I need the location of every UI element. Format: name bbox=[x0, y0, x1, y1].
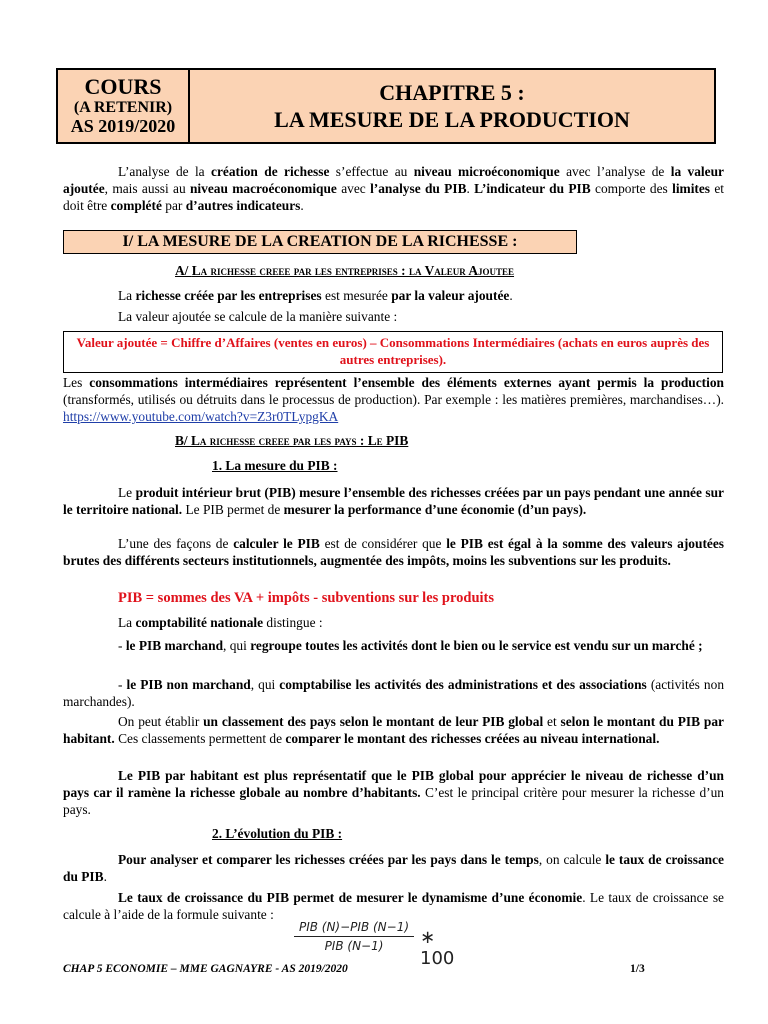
text-run: l’analyse du PIB bbox=[370, 181, 467, 196]
text-run: le PIB non marchand bbox=[126, 677, 251, 692]
page-footer: CHAP 5 ECONOMIE – MME GAGNAYRE - AS 2019/2020 bbox=[63, 963, 348, 975]
text-run: calculer le PIB bbox=[233, 536, 320, 551]
subsection-a-prefix: A/ bbox=[175, 263, 192, 278]
text-run: . Le taux de croissance se calcule à l’aide de la formule suivante : bbox=[63, 890, 724, 922]
paragraph-b2 bbox=[63, 535, 724, 569]
text-run: mesurer la performance d’une économie (d’un pays). bbox=[283, 502, 587, 517]
text-run: est de considérer que bbox=[319, 536, 447, 551]
paragraph-a2: La valeur ajoutée se calcule de la manière suivante : bbox=[118, 309, 398, 324]
text-run: Les bbox=[63, 375, 90, 390]
paragraph-b3 bbox=[118, 614, 724, 631]
paragraph-a1 bbox=[118, 287, 724, 304]
text-run: Pour analyser et comparer les richesses créées par les pays dans le temps bbox=[118, 852, 539, 867]
text-run: , mais aussi au bbox=[104, 181, 190, 196]
text-run: , on calcule bbox=[538, 852, 606, 867]
text-run: (transformés, utilisés ou détruits dans le processus de production). Par exemple : les matières premières, marchandises…). bbox=[63, 392, 724, 407]
text-run: création de richesse bbox=[211, 164, 330, 179]
text-run: Le bbox=[118, 485, 136, 500]
text-run: avec l’analyse de bbox=[559, 164, 671, 179]
text-run: comptabilise les activités des administrations et des associations bbox=[279, 677, 647, 692]
text-run: L’indicateur du PIB bbox=[474, 181, 591, 196]
text-run: complété bbox=[110, 198, 162, 213]
text-run: . bbox=[300, 198, 304, 213]
subsection-b-text: La richesse creee par les pays : Le PIB bbox=[191, 433, 409, 448]
text-run: avec bbox=[336, 181, 371, 196]
course-label bbox=[58, 70, 190, 142]
paragraph-b6 bbox=[63, 713, 724, 747]
text-run: Le PIB par habitant est plus représentatif que le PIB global pour apprécier le niveau de richesse d’un pays car il ramène la richesse globale au nombre d’habitants. bbox=[63, 768, 724, 800]
text-run: On peut établir bbox=[118, 714, 204, 729]
intro-paragraph bbox=[63, 163, 724, 214]
text-run: s’effectue au bbox=[329, 164, 414, 179]
subsection-2-text: 2. L’évolution du PIB : bbox=[212, 826, 343, 841]
text-run: niveau microéconomique bbox=[413, 164, 560, 179]
subsection-1-text: 1. La mesure du PIB : bbox=[212, 458, 338, 473]
text-run: La bbox=[118, 615, 136, 630]
formula-multiplier: ∗ 100 bbox=[420, 927, 455, 969]
text-run: Le PIB permet de bbox=[182, 502, 284, 517]
text-run: le PIB marchand bbox=[125, 638, 224, 653]
text-run: . bbox=[466, 181, 475, 196]
formula-fraction bbox=[294, 918, 414, 955]
paragraph-b1 bbox=[63, 484, 724, 518]
text-run: C’est le principal critère pour mesurer la richesse d’un pays. bbox=[63, 785, 724, 817]
paragraph-b5 bbox=[63, 676, 724, 710]
header-box bbox=[56, 68, 716, 144]
text-run: . bbox=[509, 288, 513, 303]
cours-text: COURS bbox=[84, 74, 162, 100]
section-1-title: I/ LA MESURE DE LA CREATION DE LA RICHESSE : bbox=[63, 230, 577, 254]
chapter-number: CHAPITRE 5 : bbox=[379, 79, 525, 105]
text-run: le taux de croissance du PIB bbox=[63, 852, 724, 884]
page-number: 1/3 bbox=[630, 963, 645, 975]
text-run: comptabilité nationale bbox=[135, 615, 264, 630]
text-run: selon le montant du PIB par habitant. bbox=[63, 714, 724, 746]
text-run: d’autres indicateurs bbox=[185, 198, 301, 213]
formula-numerator: PIB (N)−PIB (N−1) bbox=[294, 918, 414, 937]
text-run: produit intérieur brut (PIB) mesure l’ensemble des richesses créées par un pays pendant une année sur le territoire national. bbox=[63, 485, 724, 517]
text-run: - bbox=[118, 677, 127, 692]
text-run: La bbox=[118, 288, 136, 303]
text-run: par bbox=[161, 198, 186, 213]
paragraph-b4 bbox=[63, 637, 724, 654]
text-run: par la valeur ajoutée bbox=[391, 288, 510, 303]
gdp-formula: PIB = sommes des VA + impôts - subventions sur les produits bbox=[118, 590, 495, 606]
text-run: Le taux de croissance du PIB permet de mesurer le dynamisme d’une économie bbox=[118, 890, 583, 905]
subsection-a-title bbox=[175, 263, 514, 279]
text-run: , qui bbox=[250, 677, 280, 692]
year-text: AS 2019/2020 bbox=[70, 115, 176, 136]
youtube-link[interactable]: https://www.youtube.com/watch?v=Z3r0TLypgKA bbox=[63, 409, 339, 424]
text-run: distingue : bbox=[263, 615, 323, 630]
text-run: L’une des façons de bbox=[118, 536, 234, 551]
text-run: le PIB est égal à la somme des valeurs ajoutées brutes des différents secteurs institutionnels, augmentée des impôts, moins les subventions sur les produits. bbox=[63, 536, 725, 568]
text-run: un classement des pays selon le montant de leur PIB global bbox=[203, 714, 544, 729]
text-run: et bbox=[543, 714, 561, 729]
text-run: . bbox=[103, 869, 107, 884]
paragraph-ci bbox=[63, 374, 724, 425]
text-run: , qui bbox=[223, 638, 251, 653]
paragraph-b7 bbox=[63, 767, 724, 818]
subsection-1-title bbox=[212, 458, 338, 474]
text-run: L’analyse de la bbox=[118, 164, 212, 179]
text-run: Ces classements permettent de bbox=[114, 731, 286, 746]
text-run: comporte des bbox=[590, 181, 673, 196]
text-run: regroupe toutes les activités dont le bien ou le service est vendu sur un marché ; bbox=[250, 638, 703, 653]
formula-denominator: PIB (N−1) bbox=[324, 939, 384, 953]
text-run: consommations intermédiaires représentent l’ensemble des éléments externes ayant permis la production bbox=[89, 375, 724, 390]
text-run: richesse créée par les entreprises bbox=[135, 288, 322, 303]
growth-rate-formula bbox=[294, 918, 474, 969]
value-added-formula: Valeur ajoutée = Chiffre d’Affaires (ventes en euros) – Consommations Intermédiaires (achats en euros auprès des autres entreprises). bbox=[63, 331, 723, 373]
text-run: la valeur ajoutée bbox=[63, 164, 724, 196]
subsection-a-text: La richesse creee par les entreprises : la Valeur Ajoutee bbox=[191, 263, 515, 278]
subsection-b-title bbox=[175, 433, 408, 449]
retenir-text: (A RETENIR) bbox=[73, 99, 173, 117]
text-run: et doit être bbox=[63, 181, 725, 213]
chapter-name: LA MESURE DE LA PRODUCTION bbox=[274, 107, 630, 132]
chapter-title bbox=[190, 70, 714, 142]
text-run: limites bbox=[672, 181, 711, 196]
text-run: est mesurée bbox=[321, 288, 392, 303]
text-run: niveau macroéconomique bbox=[189, 181, 337, 196]
subsection-2-title bbox=[212, 826, 342, 842]
text-run: comparer le montant des richesses créées au niveau international. bbox=[285, 731, 660, 746]
subsection-b-prefix: B/ bbox=[175, 433, 191, 448]
text-run: - bbox=[118, 638, 126, 653]
paragraph-c1 bbox=[63, 851, 724, 885]
text-run: (activités non marchandes). bbox=[63, 677, 725, 709]
